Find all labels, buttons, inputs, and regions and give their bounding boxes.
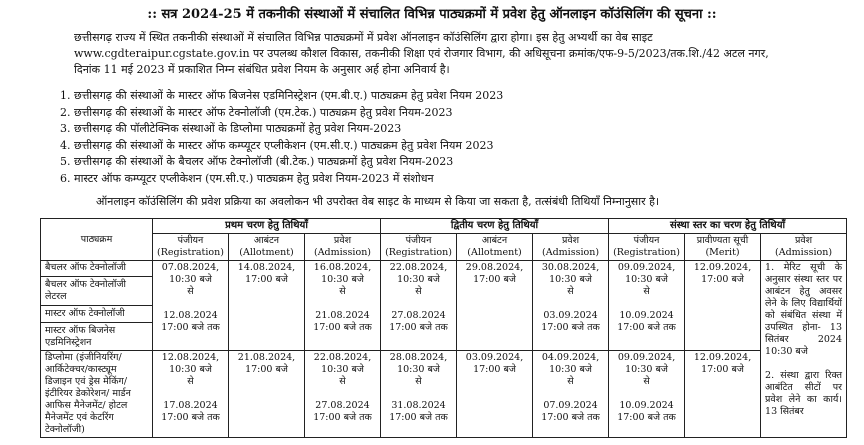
date-cell <box>229 351 305 438</box>
date-line: से <box>415 376 422 387</box>
date-cell <box>305 351 381 438</box>
date-line: से <box>567 286 574 297</box>
sub-header-text: पंजीयन <box>633 235 660 246</box>
date-cell <box>685 351 761 438</box>
sub-header-text: प्रवेश <box>794 235 813 246</box>
date-line: 10:30 बजे <box>549 364 592 375</box>
date-line: से <box>643 286 650 297</box>
institution-admission-cell <box>761 261 847 438</box>
sub-header-cell <box>609 234 685 261</box>
sub-header-cell <box>153 234 229 261</box>
date-line: 10:30 बजे <box>625 274 668 285</box>
date-line: 28.08.2024, <box>389 352 448 363</box>
sub-header-text: (Merit) <box>705 247 740 258</box>
date-line: 09.09.2024, <box>617 262 676 273</box>
date-line: 29.08.2024, <box>465 262 524 273</box>
rule-item: 3. छत्तीसगढ़ की पॉलीटेक्निक संस्थाओं के डिप्लोमा पाठ्यक्रमों हेतु प्रवेश नियम-2023 <box>60 122 402 135</box>
date-line: 27.08.2024 <box>315 400 370 411</box>
sub-header-text: आबंटन <box>253 235 280 246</box>
intro-line: छत्तीसगढ़ राज्य में स्थित तकनीकी संस्थाओं में संचालित विभिन्न पाठ्यक्रमों में प्रवेश ऑनलाइन कॉउंसिलिंग द्वारा होगा। इस हेतु अभ्यर्थी का वेब साइट <box>74 31 653 44</box>
date-line: से <box>339 376 346 387</box>
date-line: से <box>567 376 574 387</box>
admission-rules-list <box>60 88 503 187</box>
date-line: 17:00 बजे तक <box>617 322 676 333</box>
intro-line: www.cgdteraipur.cgstate.gov.in पर उपलब्ध कौशल विकास, तकनीकी शिक्षा एवं रोजगार विभाग, की अधिसूचना क्रमांक/एफ-9-5/2023/तक.शि./42 अटल नगर, <box>74 47 769 60</box>
course-name-line: बैचलर ऑफ टेक्नोलॉजी <box>45 279 127 290</box>
date-cell <box>229 261 305 351</box>
date-line: 04.09.2024, <box>541 352 600 363</box>
date-line: 30.08.2024, <box>541 262 600 273</box>
sub-header-text: (Admission) <box>542 247 600 258</box>
date-cell <box>609 351 685 438</box>
date-cell <box>533 351 609 438</box>
sub-header-cell <box>761 234 847 261</box>
sub-header-cell <box>533 234 609 261</box>
date-line: 17:00 बजे <box>701 274 744 285</box>
date-line: 31.08.2024 <box>391 400 446 411</box>
course-name-line: लेटरल <box>45 291 67 302</box>
date-cell <box>153 261 229 351</box>
sub-header-text: पंजीयन <box>405 235 432 246</box>
sub-header-cell <box>305 234 381 261</box>
date-line: 17:00 बजे तक <box>389 322 448 333</box>
admission-step-text: 2. संस्था द्वारा रिक्त आबंटित सीटों पर प्रवेश लेने का कार्य। 13 सितंबर <box>765 370 843 417</box>
date-cell <box>533 261 609 351</box>
intro-paragraph <box>74 30 834 78</box>
sub-header-text: आबंटन <box>481 235 508 246</box>
course-header: पाठ्यक्रम <box>41 219 153 261</box>
date-line: 27.08.2024 <box>391 310 446 321</box>
date-cell <box>305 261 381 351</box>
date-line: 10:30 बजे <box>625 364 668 375</box>
date-line: 10:30 बजे <box>321 364 364 375</box>
date-line: से <box>643 376 650 387</box>
date-line: 17:00 बजे <box>245 364 288 375</box>
date-line: से <box>187 376 194 387</box>
date-line: 03.09.2024 <box>543 310 598 321</box>
date-line: 21.08.2024, <box>237 352 296 363</box>
sub-header-text: प्रावीण्यता सूची <box>696 235 749 246</box>
course-name-line: मैनेजमेंट एवं केटरिंग <box>45 412 114 423</box>
date-line: 07.08.2024, <box>161 262 220 273</box>
date-line: 22.08.2024, <box>313 352 372 363</box>
date-line: 17:00 बजे तक <box>541 412 600 423</box>
course-name-line: आफिस मैनेजमेंट/ होटल <box>45 400 128 411</box>
date-line: 07.09.2024 <box>543 400 598 411</box>
sub-header-text: (Registration) <box>613 247 680 258</box>
date-cell <box>381 351 457 438</box>
sub-header-cell <box>457 234 533 261</box>
date-line: 10:30 बजे <box>397 274 440 285</box>
date-line: 03.09.2024, <box>465 352 524 363</box>
date-line: 17:00 बजे तक <box>389 412 448 423</box>
course-name-line: इंटीरियर डेकोरेशन/ मार्डन <box>45 388 131 399</box>
intro-line: दिनांक 11 मई 2023 में प्रकाशित निम्न संबंधित प्रवेश नियम के अनुसार अर्ह होना अनिवार्य है। <box>74 63 450 76</box>
date-line: 10.09.2024 <box>619 400 674 411</box>
sub-header-text: (Allotment) <box>467 247 522 258</box>
phase-header: द्वितीय चरण हेतु तिथियाँ <box>381 219 609 234</box>
date-line: 12.08.2024 <box>163 310 218 321</box>
date-line: 21.08.2024 <box>315 310 370 321</box>
date-cell <box>609 261 685 351</box>
rule-item: 6. मास्टर ऑफ कम्प्यूटर एप्लीकेशन (एम.सी.ए.) पाठ्यक्रम हेतु प्रवेश नियम-2023 में संशोधन <box>60 171 434 185</box>
sub-header-text: (Registration) <box>157 247 224 258</box>
course-name-line: मास्टर ऑफ टेक्नोलॉजी <box>45 308 125 319</box>
rule-item: 4. छत्तीसगढ़ की संस्थाओं के मास्टर ऑफ कम्प्यूटर एप्लीकेशन (एम.सी.ए.) पाठ्यक्रम हेतु प्रवेश नियम 2023 <box>60 138 494 152</box>
date-line: 16.08.2024, <box>313 262 372 273</box>
course-name-line: एडमिनिस्ट्रेशन <box>45 337 92 348</box>
date-line: 12.09.2024, <box>693 262 752 273</box>
date-line: 10.09.2024 <box>619 310 674 321</box>
sub-header-cell <box>381 234 457 261</box>
sub-header-text: (Allotment) <box>239 247 294 258</box>
date-line: 10:30 बजे <box>321 274 364 285</box>
phase-header: प्रथम चरण हेतु तिथियाँ <box>153 219 381 234</box>
course-name-line: मास्टर ऑफ बिजनेस <box>45 325 116 336</box>
date-line: 17.08.2024 <box>163 400 218 411</box>
table-row <box>41 351 847 438</box>
date-line: से <box>339 286 346 297</box>
counselling-schedule-table <box>40 218 847 438</box>
date-line: 17:00 बजे <box>701 364 744 375</box>
date-line: 10:30 बजे <box>169 274 212 285</box>
date-line: 10:30 बजे <box>549 274 592 285</box>
sub-header-cell <box>229 234 305 261</box>
date-cell <box>457 351 533 438</box>
notice-title: :: सत्र 2024-25 में तकनीकी संस्थाओं में संचालित विभिन्न पाठ्यक्रमों में प्रवेश हेतु ऑनलाइन कॉउंसिलिंग की सूचना :: <box>147 7 717 22</box>
sub-header-text: (Registration) <box>385 247 452 258</box>
date-line: 10:30 बजे <box>397 364 440 375</box>
sub-header-text: प्रवेश <box>561 235 580 246</box>
course-cell <box>41 261 153 351</box>
rule-item: 2. छत्तीसगढ़ की संस्थाओं के मास्टर ऑफ टेक्नोलॉजी (एम.टेक.) पाठ्यक्रम हेतु प्रवेश नियम-2023 <box>60 105 453 119</box>
date-line: 17:00 बजे तक <box>313 412 372 423</box>
course-name-line: टेक्नोलॉजी) <box>45 424 85 435</box>
date-line: 17:00 बजे <box>245 274 288 285</box>
course-cell <box>41 351 153 438</box>
date-cell <box>685 261 761 351</box>
admission-step-text: 1. मेरिट सूची के अनुसार संस्था स्तर पर आबंटन हेतु अवसर लेने के लिए विद्यार्थियों को संबंधित संस्था में उपस्थित होना- 13 सितंबर 2024 10:30 बजे <box>765 262 843 357</box>
date-line: 17:00 बजे <box>473 274 516 285</box>
date-line: 17:00 बजे तक <box>161 322 220 333</box>
course-name-line: डिप्लोमा (इंजीनियरिंग/ <box>45 352 122 363</box>
date-cell <box>457 261 533 351</box>
date-line: 12.08.2024, <box>161 352 220 363</box>
sub-header-text: (Admission) <box>313 247 372 258</box>
table-row <box>41 261 847 351</box>
date-line: 17:00 बजे <box>473 364 516 375</box>
course-name-line: बैचलर ऑफ टेक्नोलॉजी <box>45 262 127 273</box>
date-line: 22.08.2024, <box>389 262 448 273</box>
date-line: 14.08.2024, <box>237 262 296 273</box>
sub-header-text: (Admission) <box>775 247 833 258</box>
course-name-line: आर्किटेक्चर/कास्ट्यूम <box>45 364 117 375</box>
date-line: 17:00 बजे तक <box>313 322 372 333</box>
sub-header-text: प्रवेश <box>333 235 352 246</box>
date-line: से <box>415 286 422 297</box>
date-line: 17:00 बजे तक <box>161 412 220 423</box>
phase-header: संस्था स्तर का चरण हेतु तिथियाँ <box>609 219 847 234</box>
date-line: से <box>187 286 194 297</box>
date-line: 12.09.2024, <box>693 352 752 363</box>
date-cell <box>153 351 229 438</box>
date-line: 17:00 बजे तक <box>541 322 600 333</box>
date-line: 17:00 बजे तक <box>617 412 676 423</box>
sub-header-cell <box>685 234 761 261</box>
date-line: 10:30 बजे <box>169 364 212 375</box>
date-cell <box>381 261 457 351</box>
rule-item: 5. छत्तीसगढ़ की संस्थाओं के बैचलर ऑफ टेक्नोलॉजी (बी.टेक.) पाठ्यक्रमों हेतु प्रवेश नियम-2023 <box>60 155 454 168</box>
date-line: 09.09.2024, <box>617 352 676 363</box>
followup-paragraph: ऑनलाइन कॉउंसिलिंग की प्रवेश प्रक्रिया का अवलोकन भी उपरोक्त वेब साइट के माध्यम से किया जा सकता है, तत्संबंधी तिथियाँ निम्नानुसार है। <box>96 195 660 208</box>
sub-header-text: पंजीयन <box>177 235 204 246</box>
course-name-line: डिजाइन एवं ड्रेस मेकिंग/ <box>45 376 128 387</box>
rule-item: 1. छत्तीसगढ़ की संस्थाओं के मास्टर ऑफ बिजनेस एडमिनिस्ट्रेशन (एम.बी.ए.) पाठ्यक्रम हेतु प्रवेश नियम 2023 <box>60 89 504 102</box>
